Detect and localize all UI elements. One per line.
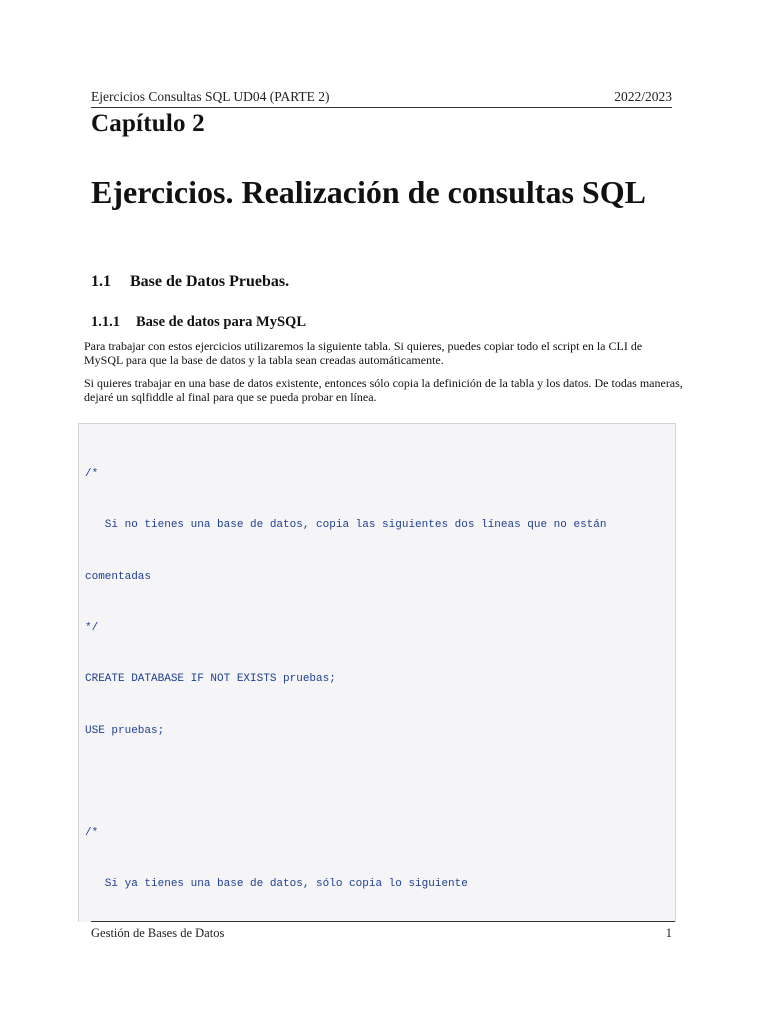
intro-paragraph: Para trabajar con estos ejercicios utilizaremos la siguiente tabla. Si quieres, puedes copiar todo el script en la CLI de MySQL para que la base de datos y la tabla sean creadas automáticamente. [84,339,643,367]
footer-rule [91,921,675,922]
chapter-title: Ejercicios. Realización de consultas SQL [91,174,646,210]
code-line: /* [85,468,99,481]
section-heading [91,273,289,291]
header-rule [91,107,672,108]
sql-code [85,432,607,922]
chapter-label: Capítulo 2 [91,110,205,137]
code-line: CREATE DATABASE IF NOT EXISTS pruebas; [85,673,336,686]
code-line: Si ya tienes una base de datos, sólo copia lo siguiente [85,878,468,891]
code-line: /* [85,827,99,840]
running-header [91,89,672,105]
footer-course-name: Gestión de Bases de Datos [91,926,225,940]
subsection-title: Base de datos para MySQL [136,314,306,330]
header-academic-year: 2022/2023 [614,89,672,104]
section-number: 1.1 [91,273,111,290]
section-title: Base de Datos Pruebas. [130,273,290,290]
subsection-heading [91,314,306,331]
header-document-title: Ejercicios Consultas SQL UD04 (PARTE 2) [91,89,330,104]
page-footer [91,926,672,941]
code-line: comentadas [85,570,152,583]
code-line [85,774,607,791]
sql-code-block [78,423,676,922]
existing-db-paragraph: Si quieres trabajar en una base de datos existente, entonces sólo copia la definición de la tabla y los datos. De todas maneras, dejaré un sqlfiddle al final para que se pueda probar en línea. [84,376,683,404]
page-number: 1 [665,926,672,940]
code-line: Si no tienes una base de datos, copia las siguientes dos líneas que no están [85,519,607,532]
code-line: */ [85,622,99,635]
subsection-number: 1.1.1 [91,314,120,330]
code-line: USE pruebas; [85,724,165,737]
